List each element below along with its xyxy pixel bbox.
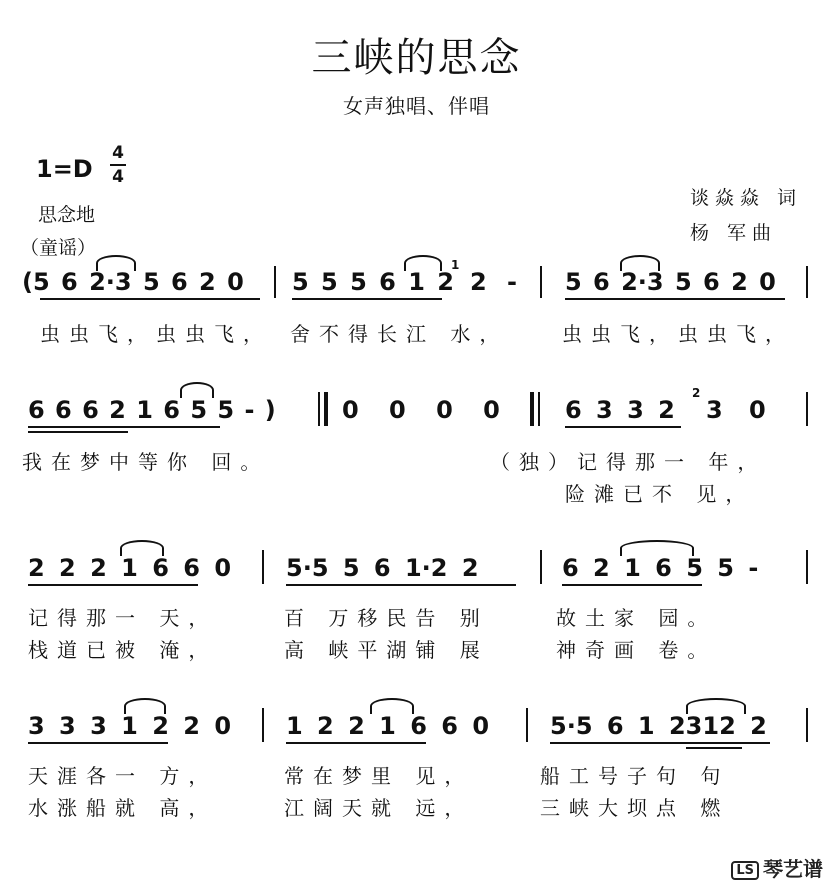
lyrics-r3-b1: 百 万移民告 别 (284, 606, 489, 630)
tempo-mood: 思念地 (38, 204, 96, 226)
notes-r2-m2: 0 0 0 0 (342, 396, 500, 424)
notes-r2-m1: 6 6 6 2 1 6 5 5 - ) (28, 396, 276, 424)
lyrics-r3-a1: 记得那一 天， (28, 606, 218, 630)
notes-r4-m2: 1 2 2 1 6 6 0 (286, 712, 490, 740)
lyrics-r1-b: 舍不得长江 水， (290, 322, 509, 346)
intro-label: （童谣） (20, 237, 97, 259)
lyricist-credit: 谈焱焱 词 (690, 187, 803, 209)
time-sig-top: 4 (112, 143, 124, 163)
notes-r3-m1: 2 2 2 1 6 6 0 (28, 554, 232, 582)
lyrics-r2-a: 我在梦中等你 回。 (22, 450, 270, 474)
lyrics-r3-c1: 故土家 园。 (556, 606, 717, 630)
lyrics-r3-b2: 高 峡平湖铺 展 (284, 638, 489, 662)
lyrics-r3-c2: 神奇画 卷。 (556, 638, 717, 662)
song-title: 三峡的思念 (311, 35, 522, 81)
time-signature (107, 144, 129, 186)
grace-note-r1: 1 (451, 258, 460, 272)
lyrics-r1-c: 虫虫飞，虫虫飞， (562, 322, 794, 346)
lyrics-r4-c1: 船工号子句 句 (540, 764, 730, 788)
notes-r3-m3: 6 2 1 6 5 5 - (562, 554, 759, 582)
grace-note-r2: 2 (692, 386, 701, 400)
notes-r3-m2: 5·5 5 6 1·2 2 (286, 554, 479, 582)
lyrics-r2-b: （独）记得那一 年， (490, 450, 767, 474)
lyrics-r4-a2: 水涨船就 高， (28, 796, 218, 820)
watermark-text: 琴艺谱 (763, 857, 823, 881)
lyrics-r2-c: 险滩已不 见， (565, 482, 755, 506)
time-sig-bottom: 4 (112, 167, 124, 187)
song-subtitle: 女声独唱、伴唱 (343, 94, 490, 118)
notes-r2-m3b: 3 0 (706, 396, 766, 424)
lyrics-r4-b2: 江阔天就 远， (284, 796, 474, 820)
notes-r4-m3: 5·5 6 1 2312 2 (550, 712, 767, 740)
notes-r1-m2: 5 5 5 6 1 2 (292, 268, 454, 296)
lyrics-r1-a: 虫虫飞，虫虫飞， (40, 322, 272, 346)
key-signature: 1=D (36, 155, 93, 183)
lyrics-r4-c2: 三峡大坝点 燃 (540, 796, 730, 820)
notes-r2-m3: 6 3 3 2 (565, 396, 675, 424)
watermark-logo-icon: LS (731, 861, 759, 880)
notes-r1-m1: (5 6 2·3 5 6 2 0 (22, 268, 244, 296)
notes-r1-m2b: 2 - (470, 268, 518, 296)
lyrics-r4-b1: 常在梦里 见， (284, 764, 474, 788)
watermark (731, 853, 823, 882)
notes-r4-m1: 3 3 3 1 2 2 0 (28, 712, 232, 740)
lyrics-r4-a1: 天涯各一 方， (28, 764, 218, 788)
composer-credit: 杨 军曲 (690, 222, 778, 244)
notes-r1-m3: 5 6 2·3 5 6 2 0 (565, 268, 776, 296)
lyrics-r3-a2: 栈道已被 淹， (28, 638, 218, 662)
